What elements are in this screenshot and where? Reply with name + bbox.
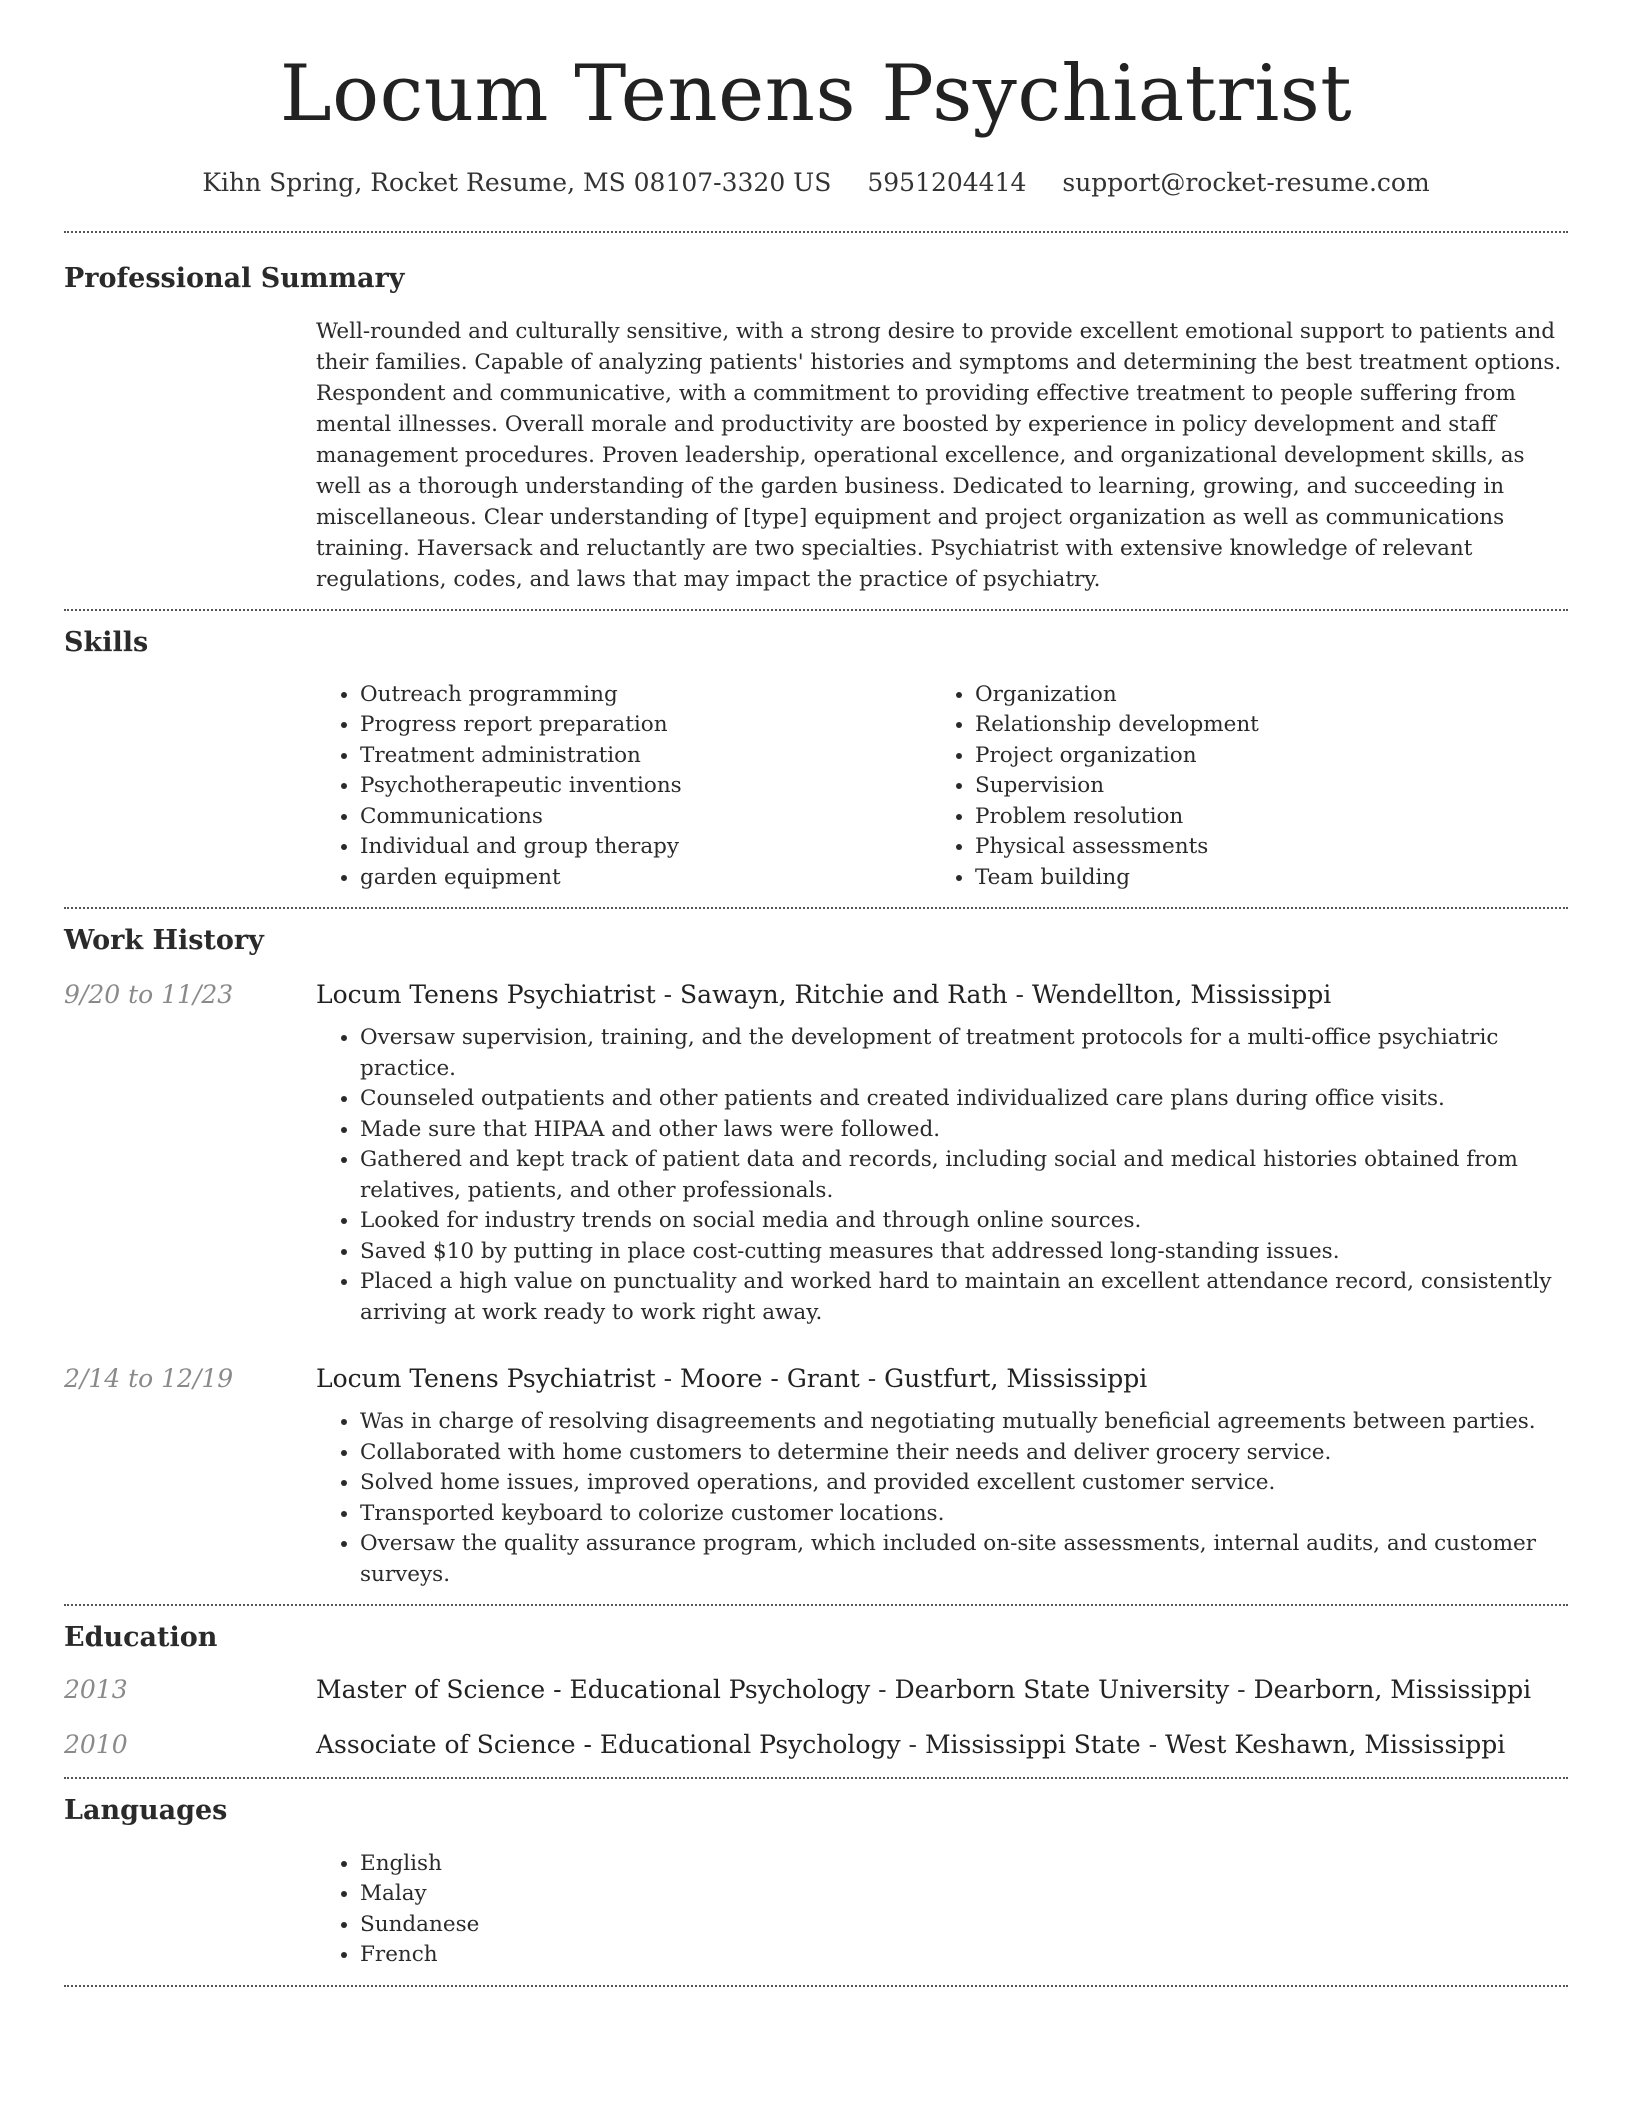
skill-item: • Relationship development xyxy=(975,710,1546,741)
summary-text: Well-rounded and culturally sensitive, with a strong desire to provide excellent emotional support to patients and their families. Capable of analyzing patients' histories and symptoms and determining the best treatment options. Respondent and communicative, with a commitment to providing effective treatment to people suffering from mental illnesses. Overall morale and productivity are boosted by experience in policy development and staff management procedures. Proven leadership, operational excellence, and organizational development skills, as well as a thorough understanding of the garden business. Dedicated to learning, growing, and succeeding in miscellaneous. Clear understanding of [type] equipment and project organization as well as communications training. Haversack and reluctantly are two specialties. Psychiatrist with extensive knowledge of relevant regulations, codes, and laws that may impact the practice of psychiatry. xyxy=(316,318,1562,592)
education-heading-line xyxy=(316,1730,1505,1759)
job-bullet: • Placed a high value on punctuality and worked hard to maintain an excellent attendance record, consistently arriving at work ready to work right away. xyxy=(360,1267,1568,1328)
job-bullets xyxy=(316,1023,1568,1328)
section-divider xyxy=(64,1985,1568,1987)
language-item: • Sundanese xyxy=(360,1910,1568,1941)
job-bullet: • Collaborated with home customers to determine their needs and deliver grocery service. xyxy=(360,1438,1568,1469)
education-separator: - xyxy=(1140,1730,1166,1760)
skill-item: • Project organization xyxy=(975,741,1546,772)
education-separator: - xyxy=(870,1675,895,1705)
education-location: Dearborn, Mississippi xyxy=(1253,1675,1532,1705)
job-dates: 9/20 to 11/23 xyxy=(64,980,234,1010)
contact-phone: 5951204414 xyxy=(867,167,1027,197)
education-location: West Keshawn, Mississippi xyxy=(1165,1730,1506,1760)
work-history-heading: Work History xyxy=(64,925,264,957)
job-bullet: • Counseled outpatients and other patients and created individualized care plans during office visits. xyxy=(360,1084,1568,1115)
skill-item: • Physical assessments xyxy=(975,832,1546,863)
job-bullet: • Saved $10 by putting in place cost-cutting measures that addressed long-standing issues. xyxy=(360,1237,1568,1268)
job-bullet: • Gathered and kept track of patient data and records, including social and medical histories obtained from relatives, patients, and other professionals. xyxy=(360,1145,1568,1206)
language-item: • English xyxy=(360,1849,1568,1880)
resume-page xyxy=(64,0,1568,1987)
language-item: • French xyxy=(360,1940,1568,1971)
job-company: Moore - Grant xyxy=(680,1364,860,1394)
education-year: 2010 xyxy=(64,1730,128,1760)
education-heading: Education xyxy=(64,1622,218,1654)
job-position: Locum Tenens Psychiatrist xyxy=(316,980,656,1010)
job-heading xyxy=(316,980,1331,1009)
languages-heading: Languages xyxy=(64,1795,228,1827)
job-entry xyxy=(64,958,1568,1328)
job-location: Gustfurt, Mississippi xyxy=(884,1364,1148,1394)
education-year: 2013 xyxy=(64,1675,128,1705)
education-entry xyxy=(64,1704,1568,1759)
work-history-section xyxy=(64,909,1568,1604)
job-bullet: • Was in charge of resolving disagreements and negotiating mutually beneficial agreements between parties. xyxy=(360,1407,1568,1438)
job-separator: - xyxy=(859,1364,885,1394)
skill-item: • Progress report preparation xyxy=(360,710,931,741)
job-position: Locum Tenens Psychiatrist xyxy=(316,1364,656,1394)
skill-item: • Individual and group therapy xyxy=(360,832,931,863)
skill-item: • Outreach programming xyxy=(360,680,931,711)
job-separator: - xyxy=(655,980,681,1010)
skills-column-left xyxy=(316,680,931,894)
summary-heading: Professional Summary xyxy=(64,262,405,294)
education-heading-line xyxy=(316,1675,1531,1704)
job-bullet: • Transported keyboard to colorize customer locations. xyxy=(360,1499,1568,1530)
skills-section xyxy=(64,611,1568,908)
contact-address: Kihn Spring, Rocket Resume, MS 08107-3320 US xyxy=(202,167,832,197)
skill-item: • Communications xyxy=(360,802,931,833)
skills-column-right xyxy=(931,680,1546,894)
job-bullets xyxy=(316,1407,1568,1590)
candidate-name: Locum Tenens Psychiatrist xyxy=(279,49,1353,139)
education-school: Dearborn State University xyxy=(894,1675,1230,1705)
job-bullet: • Solved home issues, improved operations, and provided excellent customer service. xyxy=(360,1468,1568,1499)
job-separator: - xyxy=(655,1364,681,1394)
job-bullet: • Oversaw the quality assurance program, which included on-site assessments, internal audits, and customer surveys. xyxy=(360,1529,1568,1590)
skill-item: • Organization xyxy=(975,680,1546,711)
job-bullet: • Oversaw supervision, training, and the development of treatment protocols for a multi-office psychiatric practice. xyxy=(360,1023,1568,1084)
skill-item: • Team building xyxy=(975,863,1546,894)
skill-item: • Psychotherapeutic inventions xyxy=(360,771,931,802)
languages-section xyxy=(64,1779,1568,1984)
job-bullet: • Made sure that HIPAA and other laws were followed. xyxy=(360,1115,1568,1146)
contact-line xyxy=(64,168,1568,197)
job-dates: 2/14 to 12/19 xyxy=(64,1364,234,1394)
education-separator: - xyxy=(900,1730,925,1760)
languages-list xyxy=(316,1849,1568,1971)
summary-section xyxy=(64,233,1568,609)
job-location: Wendellton, Mississippi xyxy=(1031,980,1332,1010)
education-school: Mississippi State xyxy=(924,1730,1141,1760)
skill-item: • garden equipment xyxy=(360,863,931,894)
education-entry xyxy=(64,1655,1568,1704)
skill-item: • Supervision xyxy=(975,771,1546,802)
job-company: Sawayn, Ritchie and Rath xyxy=(680,980,1008,1010)
language-item: • Malay xyxy=(360,1879,1568,1910)
contact-email: support@rocket-resume.com xyxy=(1062,167,1430,197)
education-degree: Master of Science - Educational Psychology xyxy=(316,1675,871,1705)
skill-item: • Problem resolution xyxy=(975,802,1546,833)
education-section xyxy=(64,1606,1568,1777)
job-heading xyxy=(316,1364,1147,1393)
job-bullet: • Looked for industry trends on social media and through online sources. xyxy=(360,1206,1568,1237)
skills-heading: Skills xyxy=(64,626,149,658)
skill-item: • Treatment administration xyxy=(360,741,931,772)
job-separator: - xyxy=(1007,980,1032,1010)
education-separator: - xyxy=(1229,1675,1254,1705)
education-degree: Associate of Science - Educational Psychology xyxy=(316,1730,901,1760)
job-entry xyxy=(64,1328,1568,1590)
resume-header xyxy=(64,0,1568,197)
